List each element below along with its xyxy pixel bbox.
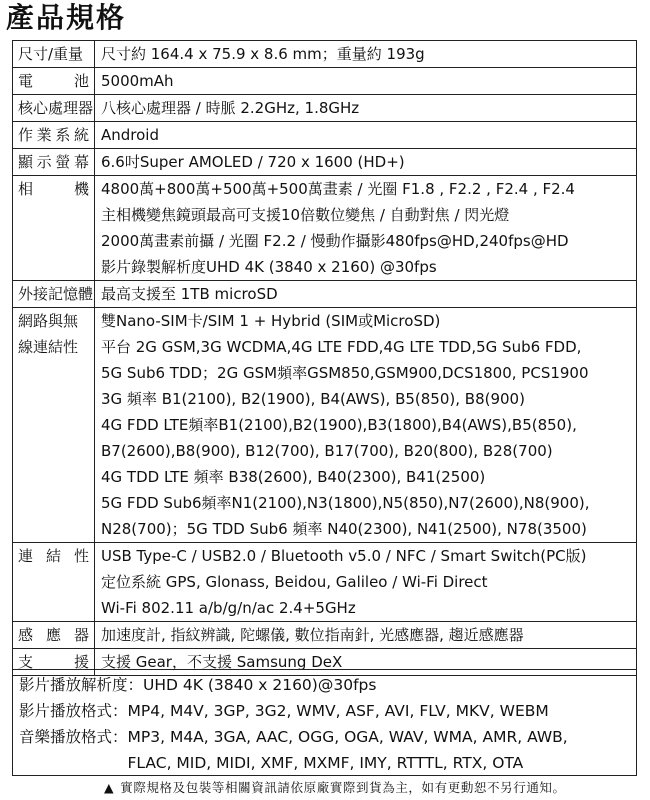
spec-row (13, 543, 636, 622)
spec-label: 連結性 (13, 543, 95, 621)
spec-value (95, 281, 636, 307)
spec-value-line: 5G Sub6 TDD；2G GSM頻率GSM850,GSM900,DCS1800, PCS1900 (101, 364, 589, 382)
spec-value-line: B7(2600),B8(900), B12(700), B17(700), B20(800), B28(700) (101, 442, 553, 460)
spec-value (95, 122, 636, 148)
spec-label: 外接記憶體 (13, 281, 95, 307)
spec-value (95, 95, 636, 121)
warning-triangle-icon: ▲ (104, 780, 115, 795)
spec-row (13, 149, 636, 176)
spec-value-line: 平台 2G GSM,3G WCDMA,4G LTE FDD,4G LTE TDD,5G Sub6 FDD, (101, 338, 582, 356)
footnote-text: 實際規格及包裝等相關資訊請依原廠實際到貨為主，如有更動恕不另行通知。 (120, 780, 566, 795)
spec-label: 相機 (13, 176, 95, 280)
spec-value-line: 主相機變焦鏡頭最高可支援10倍數位變焦 / 自動對焦 / 閃光燈 (101, 206, 510, 224)
spec-value-line: 2000萬畫素前攝 / 光圈 F2.2 / 慢動作攝影480fps@HD,240fps@HD (101, 232, 569, 250)
spec-value (95, 308, 636, 542)
spec-value-line: 最高支援至 1TB microSD (101, 285, 278, 303)
spec-value-line: 4G FDD LTE頻率B1(2100),B2(1900),B3(1800),B4(AWS),B5(850), (101, 416, 577, 434)
spec-value-line: 八核心處理器 / 時脈 2.2GHz, 1.8GHz (101, 99, 360, 117)
spec-label: 支援 (13, 649, 95, 675)
spec-value-line: Wi-Fi 802.11 a/b/g/n/ac 2.4+5GHz (101, 599, 356, 617)
media-label: 音樂播放格式： (19, 728, 128, 746)
spec-value-line: 5G FDD Sub6頻率N1(2100),N3(1800),N5(850),N7(2600),N8(900), (101, 494, 590, 512)
spec-row (13, 95, 636, 122)
spec-row (13, 68, 636, 95)
spec-table (12, 40, 637, 676)
spec-row (13, 308, 636, 543)
media-value (128, 724, 568, 776)
spec-value-line: 5000mAh (101, 72, 174, 90)
spec-label: 電池 (13, 68, 95, 94)
spec-label: 顯示螢幕 (13, 149, 95, 175)
spec-value-line: USB Type-C / USB2.0 / Bluetooth v5.0 / NFC / Smart Switch(PC版) (101, 547, 587, 565)
footnote (104, 778, 566, 798)
spec-value-line: 尺寸約 164.4 x 75.9 x 8.6 mm；重量約 193g (101, 45, 425, 63)
media-value-line: MP4, M4V, 3GP, 3G2, WMV, ASF, AVI, FLV, MKV, WEBM (127, 702, 549, 720)
media-value-line: UHD 4K (3840 x 2160)@30fps (143, 676, 377, 694)
page-title: 產品規格 (6, 1, 127, 34)
media-row (19, 698, 636, 724)
spec-value (95, 543, 636, 621)
spec-label: 尺寸/重量 (13, 41, 95, 67)
spec-label: 感應器 (13, 622, 95, 648)
media-row (19, 724, 636, 776)
spec-value-line: 4G TDD LTE 頻率 B38(2600), B40(2300), B41(2500) (101, 468, 486, 486)
spec-row (13, 122, 636, 149)
spec-value-line: 雙Nano-SIM卡/SIM 1 + Hybrid (SIM或MicroSD) (101, 312, 441, 330)
spec-value-line: 加速度計, 指紋辨識, 陀螺儀, 數位指南針, 光感應器, 趨近感應器 (101, 626, 524, 644)
spec-value-line: 影片錄製解析度UHD 4K (3840 x 2160) @30fps (101, 258, 437, 276)
media-value (143, 672, 376, 698)
spec-value (95, 41, 636, 67)
spec-label: 網路與無 線連結性 (13, 308, 95, 542)
spec-label: 核心處理器 (13, 95, 95, 121)
media-label: 影片播放格式： (19, 702, 128, 720)
spec-row (13, 281, 636, 308)
spec-row (13, 622, 636, 649)
media-row (19, 672, 636, 698)
media-value-line: FLAC, MID, MIDI, XMF, MXMF, IMY, RTTTL, RTX, OTA (127, 754, 524, 772)
spec-value (95, 68, 636, 94)
media-value (128, 698, 549, 724)
spec-value (95, 176, 636, 280)
media-value-line: MP3, M4A, 3GA, AAC, OGG, OGA, WAV, WMA, AMR, AWB, (127, 728, 568, 746)
spec-value-line: N28(700)；5G TDD Sub6 頻率 N40(2300), N41(2500), N78(3500) (101, 520, 587, 538)
spec-value-line: Android (101, 126, 159, 144)
spec-value-line: 定位系統 GPS, Glonass, Beidou, Galileo / Wi-Fi Direct (101, 573, 488, 591)
media-label: 影片播放解析度： (19, 676, 144, 694)
spec-label: 作業系統 (13, 122, 95, 148)
spec-value (95, 149, 636, 175)
spec-row (13, 41, 636, 68)
spec-value-line: 3G 頻率 B1(2100), B2(1900), B4(AWS), B5(850), B8(900) (101, 390, 525, 408)
spec-value-line: 支援 Gear，不支援 Samsung DeX (101, 653, 343, 671)
media-formats-block (12, 669, 637, 776)
spec-value-line: 4800萬+800萬+500萬+500萬畫素 / 光圈 F1.8 , F2.2 , F2.4 , F2.4 (101, 180, 575, 198)
spec-value (95, 622, 636, 648)
spec-value-line: 6.6吋Super AMOLED / 720 x 1600 (HD+) (101, 153, 405, 171)
spec-row (13, 176, 636, 281)
